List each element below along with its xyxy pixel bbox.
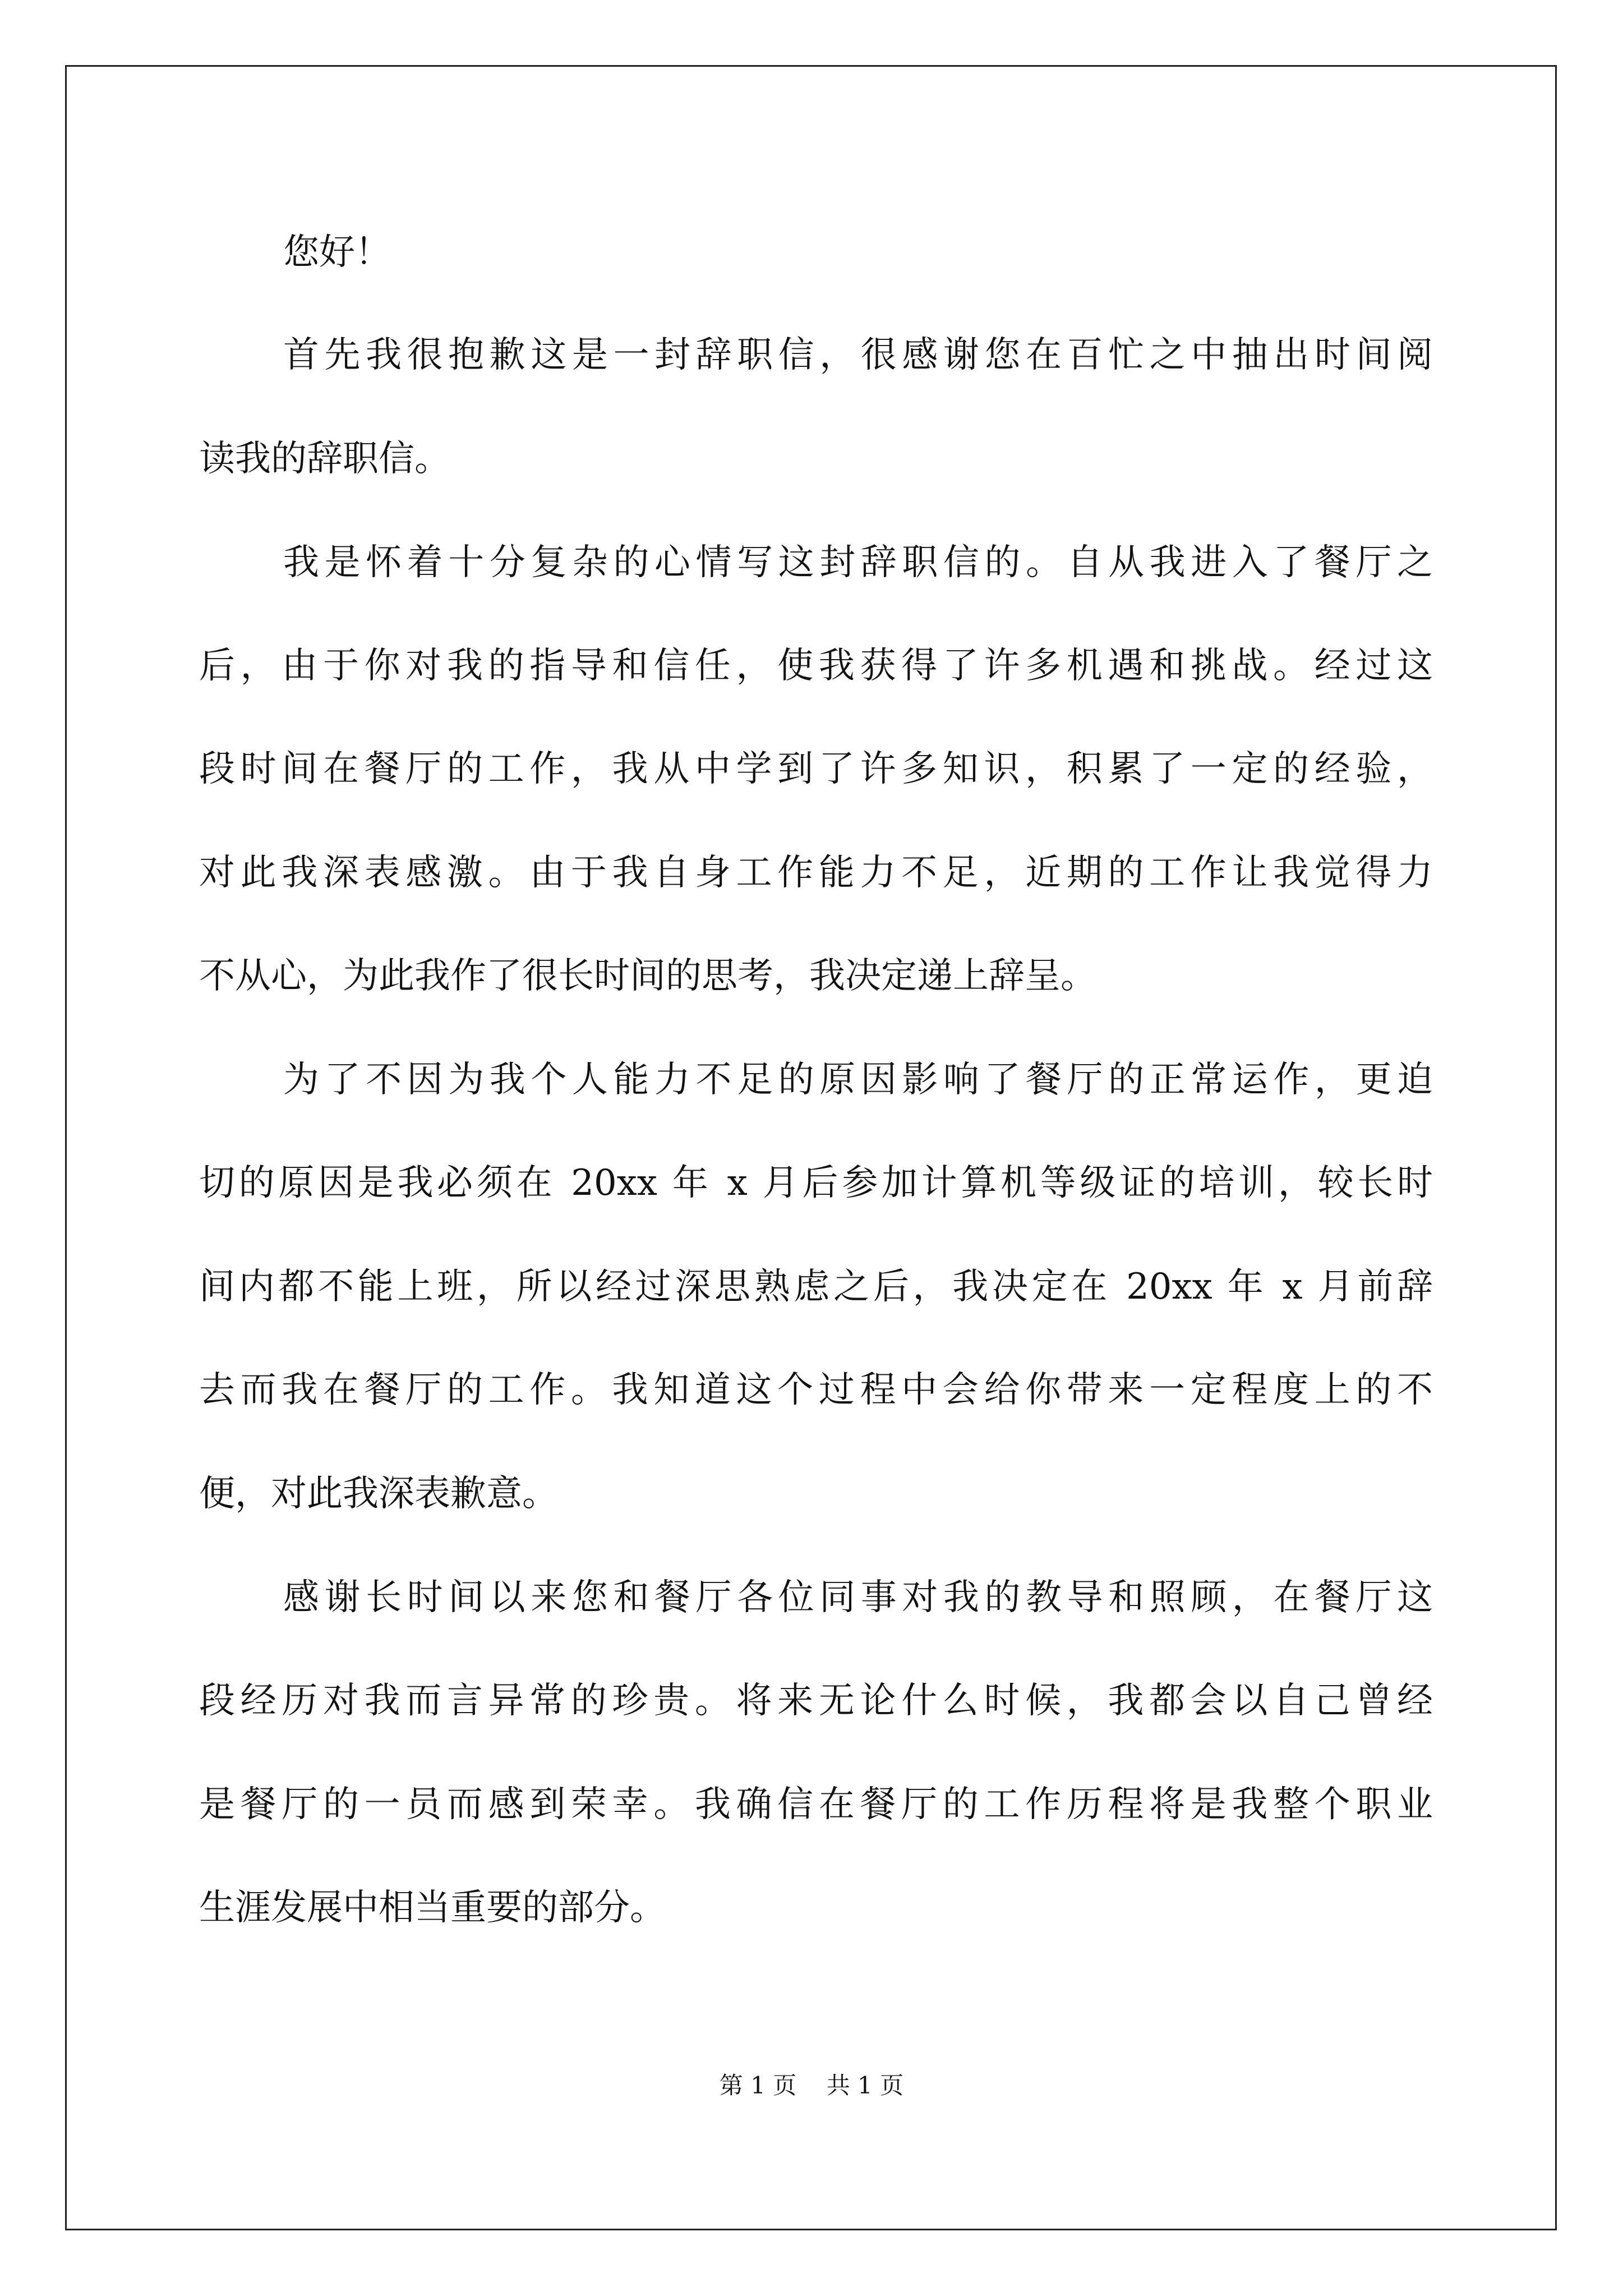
page-total: 共 1 页 [826, 2072, 904, 2099]
greeting-line: 您好！ [283, 232, 391, 273]
paragraph-3-line-2: 切的原因是我必须在 20xx 年 x 月后参加计算机等级证的培训，较长时 [199, 1162, 1433, 1204]
paragraph-3-line-3: 间内都不能上班，所以经过深思熟虑之后，我决定在 20xx 年 x 月前辞 [199, 1266, 1433, 1308]
paragraph-4-line-4: 生涯发展中相当重要的部分。 [199, 1887, 666, 1929]
paragraph-3-line-5: 便，对此我深表歉意。 [199, 1473, 558, 1515]
paragraph-4-line-2: 段经历对我而言异常的珍贵。将来无论什么时候，我都会以自己曾经 [199, 1680, 1433, 1722]
page-footer [0, 2069, 1623, 2102]
paragraph-2-line-2: 后，由于你对我的指导和信任，使我获得了许多机遇和挑战。经过这 [199, 645, 1433, 687]
paragraph-4-line-3: 是餐厅的一员而感到荣幸。我确信在餐厅的工作历程将是我整个职业 [199, 1784, 1433, 1825]
paragraph-2-line-1: 我是怀着十分复杂的心情写这封辞职信的。自从我进入了餐厅之 [283, 542, 1433, 583]
paragraph-4-line-1: 感谢长时间以来您和餐厅各位同事对我的教导和照顾，在餐厅这 [283, 1577, 1433, 1618]
paragraph-1-line-2: 读我的辞职信。 [199, 438, 450, 480]
page-number: 第 1 页 [719, 2072, 797, 2099]
paragraph-2-line-4: 对此我深表感激。由于我自身工作能力不足，近期的工作让我觉得力 [199, 852, 1433, 894]
paragraph-1-line-1: 首先我很抱歉这是一封辞职信，很感谢您在百忙之中抽出时间阅 [283, 334, 1433, 376]
paragraph-2-line-3: 段时间在餐厅的工作，我从中学到了许多知识，积累了一定的经验， [199, 748, 1433, 790]
paragraph-3-line-4: 去而我在餐厅的工作。我知道这个过程中会给你带来一定程度上的不 [199, 1369, 1433, 1411]
paragraph-3-line-1: 为了不因为我个人能力不足的原因影响了餐厅的正常运作，更迫 [283, 1059, 1433, 1101]
paragraph-2-line-5: 不从心，为此我作了很长时间的思考，我决定递上辞呈。 [199, 955, 1096, 997]
